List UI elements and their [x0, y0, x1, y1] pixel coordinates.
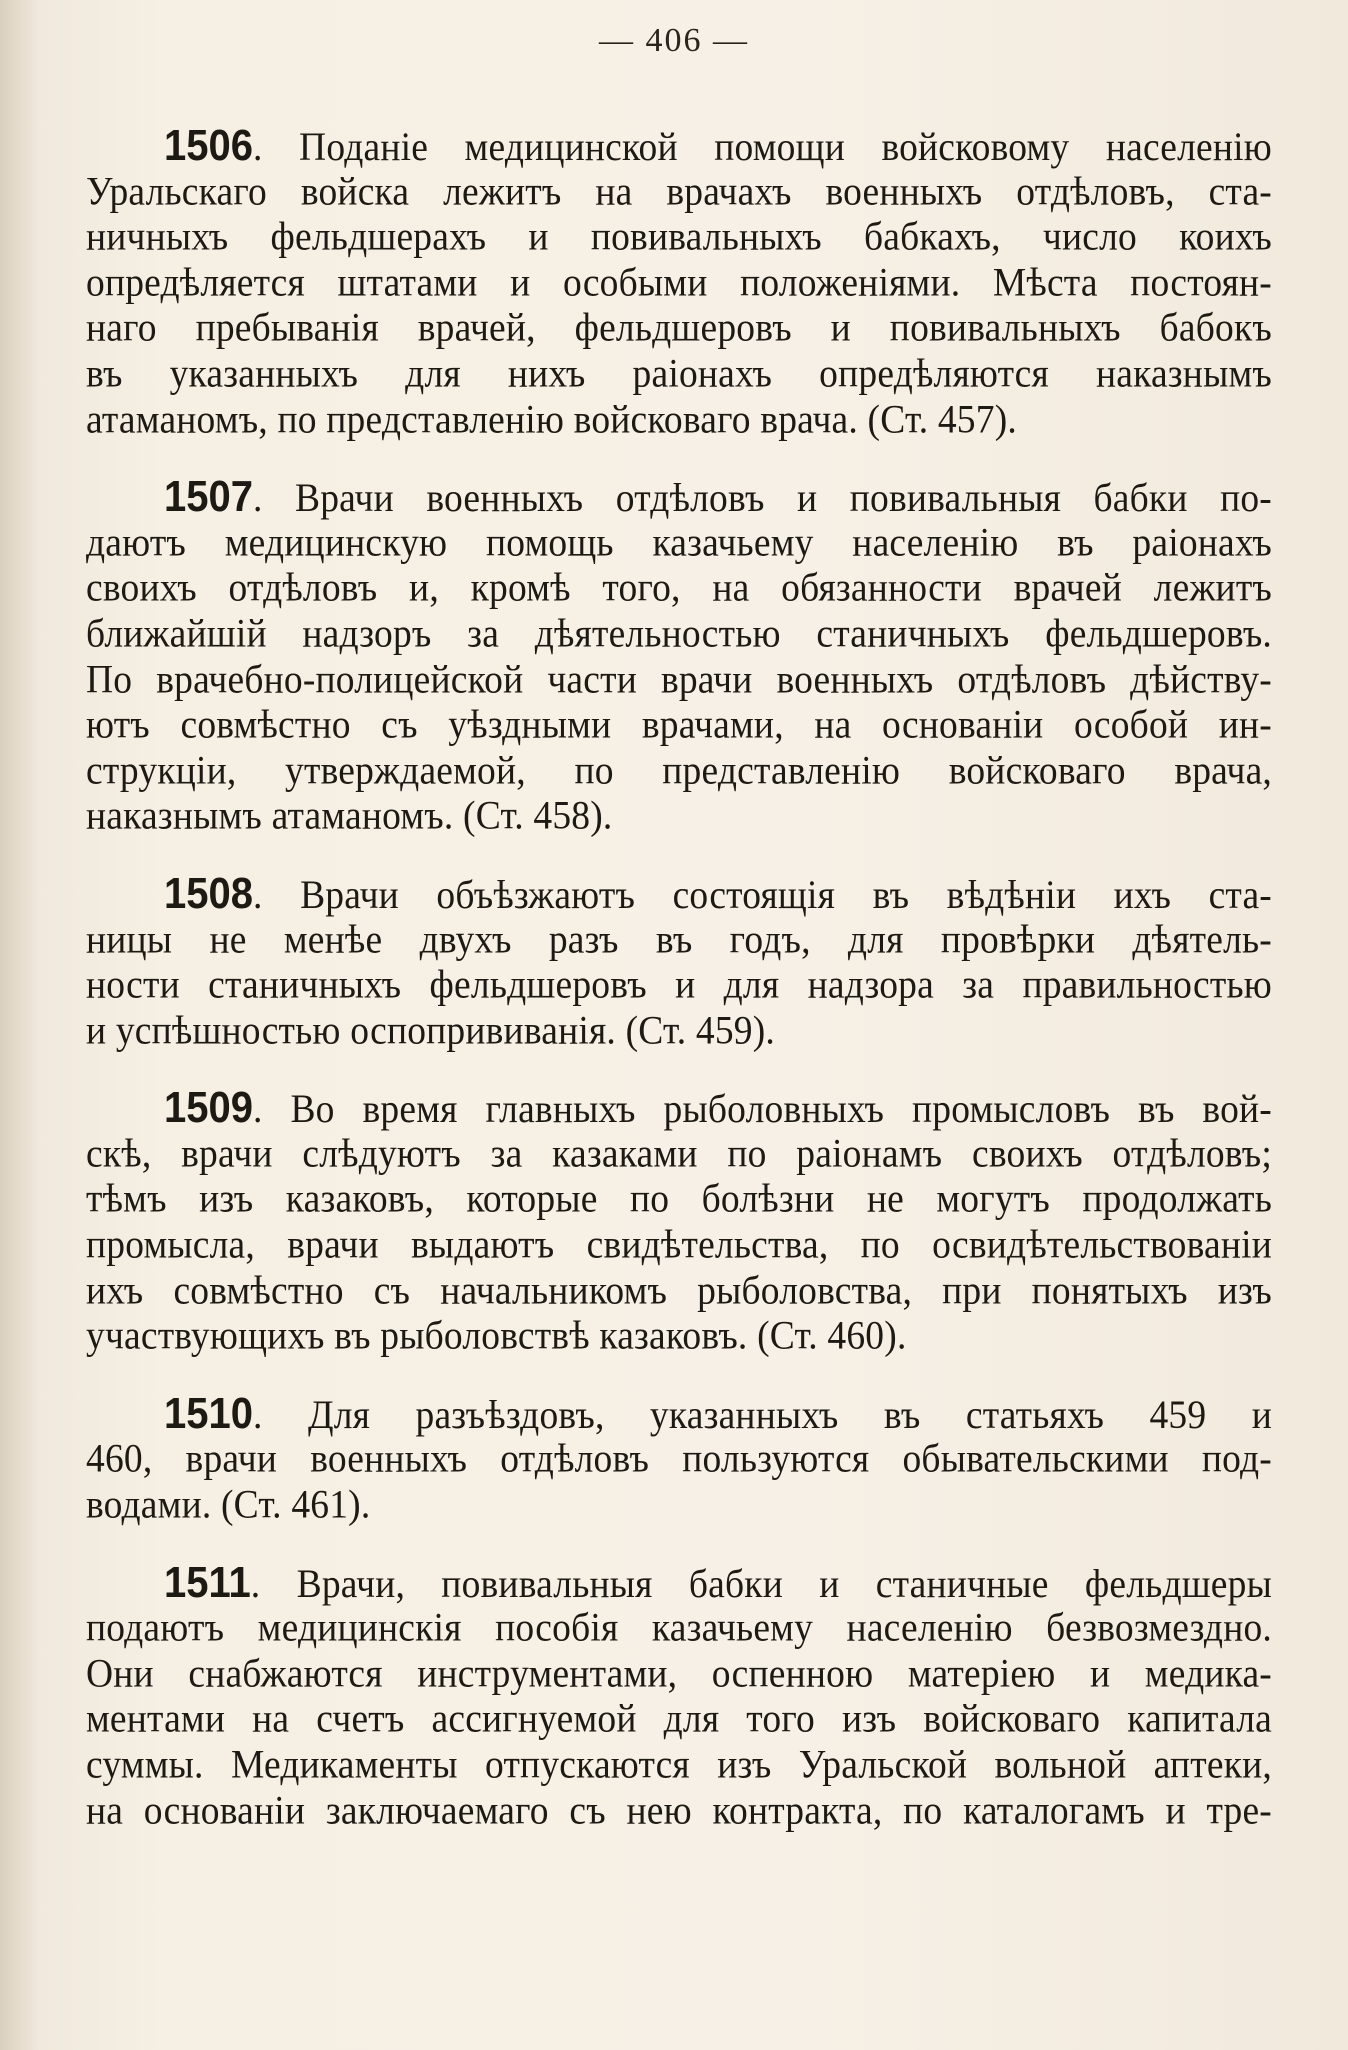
article-text: . Врачи, повивальныя бабки и станичные фельдшеры: [250, 1561, 1272, 1607]
article-1510: [86, 1390, 1272, 1527]
article-text: . Во время главныхъ рыболовныхъ промысловъ въ вой-: [252, 1087, 1272, 1132]
article-line: ближайшій надзоръ за дѣятельностью станичныхъ фельдшеровъ.: [86, 612, 1272, 657]
article-line: [86, 1390, 1272, 1439]
article-line: на основаніи заключаемаго съ нею контракта, по каталогамъ и тре-: [86, 1788, 1272, 1834]
article-line: скѣ, врачи слѣдуютъ за казаками по раіонамъ своихъ отдѣловъ;: [86, 1132, 1272, 1177]
article-1507: [86, 473, 1272, 838]
article-line: ничныхъ фельдшерахъ и повивальныхъ бабкахъ, число коихъ: [86, 215, 1272, 260]
article-line: и успѣшностью оспопрививанія. (Ст. 459).: [86, 1008, 776, 1054]
article-line: ихъ совмѣстно съ начальникомъ рыболовства, при понятыхъ изъ: [86, 1268, 1272, 1314]
article-line: [86, 1559, 1272, 1608]
article-line: водами. (Ст. 461).: [86, 1483, 371, 1528]
article-text: . Для разъѣздовъ, указанныхъ въ статьяхъ 459 и: [252, 1393, 1272, 1438]
article-line: ницы не менѣе двухъ разъ въ годъ, для провѣрки дѣятель-: [86, 917, 1272, 962]
article-number: 1511: [164, 1558, 251, 1607]
article-1506: [86, 122, 1272, 441]
article-number: 1510: [164, 1389, 253, 1438]
article-text: . Поданіе медицинской помощи войсковому населенію: [252, 125, 1272, 170]
article-text: . Врачи военныхъ отдѣловъ и повивальныя бабки по-: [252, 476, 1272, 521]
article-line: По врачебно-полицейской части врачи военныхъ отдѣловъ дѣйству-: [86, 657, 1272, 702]
article-line: своихъ отдѣловъ и, кромѣ того, на обязанности врачей лежитъ: [86, 566, 1272, 611]
article-line: Уральскаго войска лежитъ на врачахъ военныхъ отдѣловъ, ста-: [86, 169, 1272, 215]
article-line: участвующихъ въ рыболовствѣ казаковъ. (Ст. 460).: [86, 1314, 907, 1359]
article-line: тѣмъ изъ казаковъ, которые по болѣзни не могутъ продолжать: [86, 1177, 1272, 1222]
article-line: наказнымъ атаманомъ. (Ст. 458).: [86, 794, 613, 839]
article-line: наго пребыванія врачей, фельдшеровъ и повивальныхъ бабокъ: [86, 306, 1272, 351]
article-line: суммы. Медикаменты отпускаются изъ Уральской вольной аптеки,: [86, 1743, 1272, 1788]
article-line: 460, врачи военныхъ отдѣловъ пользуются обывательскими под-: [86, 1437, 1272, 1482]
article-line: [86, 870, 1272, 919]
article-line: [86, 473, 1272, 522]
page-gutter-shadow: [0, 0, 40, 2050]
article-line: Они снабжаются инструментами, оспенною матеріею и медика-: [86, 1651, 1272, 1697]
article-line: струкціи, утверждаемой, по представленію войсковаго врача,: [86, 748, 1272, 794]
text-body: [86, 122, 1272, 1864]
article-line: атаманомъ, по представленію войсковаго врача. (Ст. 457).: [86, 397, 1017, 443]
article-line: въ указанныхъ для нихъ раіонахъ опредѣляются наказнымъ: [86, 352, 1272, 397]
article-1511: [86, 1559, 1272, 1833]
article-line: [86, 1084, 1272, 1133]
article-line: промысла, врачи выдаютъ свидѣтельства, по освидѣтельствованіи: [86, 1223, 1272, 1268]
article-number: 1506: [164, 122, 253, 170]
article-line: ютъ совмѣстно съ уѣздными врачами, на основаніи особой ин-: [86, 703, 1272, 748]
article-1509: [86, 1084, 1272, 1358]
article-number: 1509: [164, 1084, 253, 1132]
article-line: ности станичныхъ фельдшеровъ и для надзора за правильностью: [86, 963, 1272, 1008]
article-number: 1508: [164, 869, 253, 918]
article-1508: [86, 870, 1272, 1052]
page-number: — 406 —: [599, 22, 749, 59]
article-line: ментами на счетъ ассигнуемой для того изъ войсковаго капитала: [86, 1697, 1272, 1742]
article-text: . Врачи объѣзжаютъ состоящія въ вѣдѣніи ихъ ста-: [252, 873, 1272, 918]
article-number: 1507: [164, 473, 253, 521]
article-line: опредѣляется штатами и особыми положеніями. Мѣста постоян-: [86, 260, 1272, 306]
article-line: [86, 122, 1272, 171]
article-line: даютъ медицинскую помощь казачьему населенію въ раіонахъ: [86, 520, 1272, 566]
article-line: подаютъ медицинскія пособія казачьему населенію безвозмездно.: [86, 1606, 1272, 1651]
